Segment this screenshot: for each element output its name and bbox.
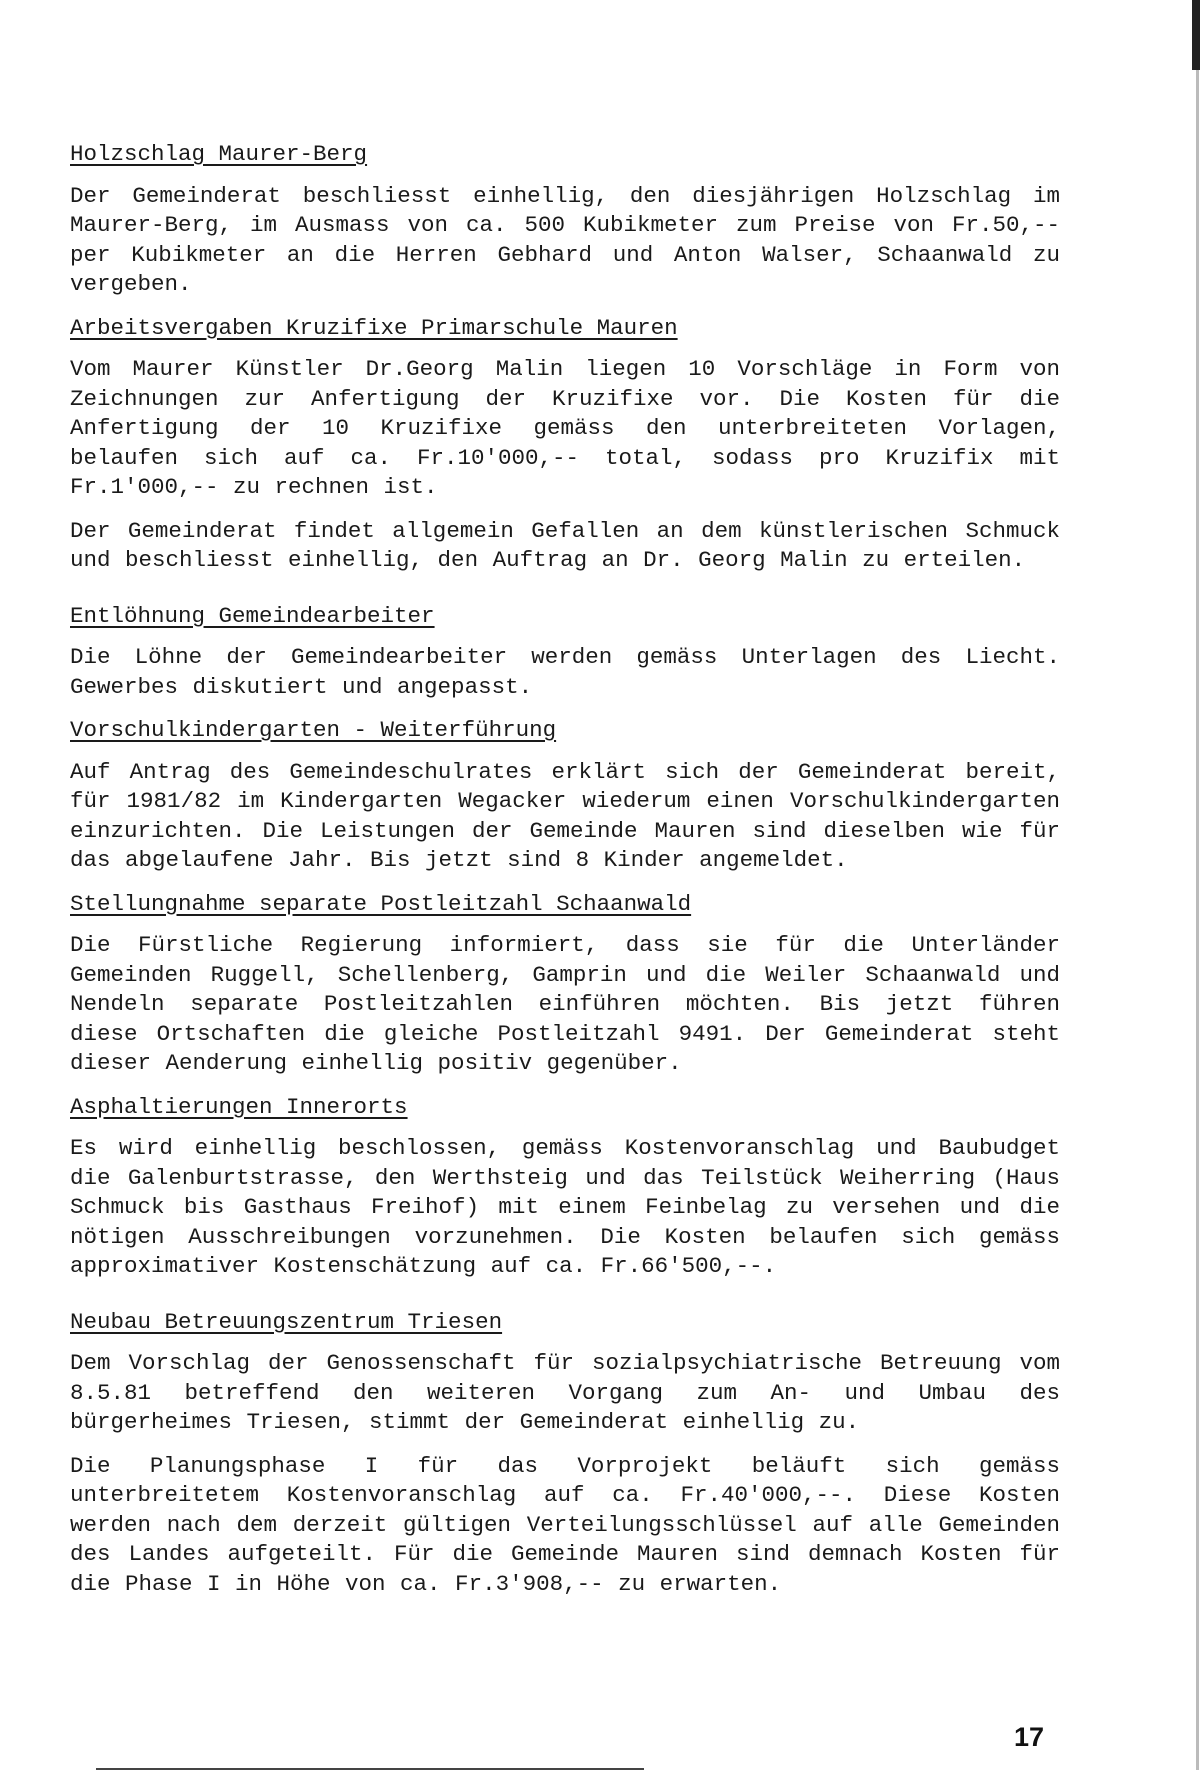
- section-paragraph: Die Fürstliche Regierung informiert, dass sie für die Unterländer Gemeinden Ruggell, Schellenberg, Gamprin und die Weiler Schaanwald und Nendeln separate Postleitzahlen einführen möchten. Bis jetzt führen diese Ortschaften die gleiche Postleitzahl 9491. Der Gemeinderat steht dieser Aenderung einhellig positiv gegenüber.: [70, 932, 1060, 1076]
- section-heading: Vorschulkindergarten - Weiterführung: [70, 717, 557, 743]
- section-paragraph: Der Gemeinderat findet allgemein Gefallen an dem künstlerischen Schmuck und beschliesst einhellig, den Auftrag an Dr. Georg Malin zu erteilen.: [70, 517, 1060, 573]
- section-vorschulkindergarten: [70, 716, 1060, 876]
- section-paragraph: Es wird einhellig beschlossen, gemäss Kostenvoranschlag und Baubudget die Galenburtstrasse, den Werthsteig und das Teilstück Weiherring (Haus Schmuck bis Gasthaus Freihof) mit einem Feinbelag zu versehen und die nötigen Ausschreibungen vorzunehmen. Die Kosten belaufen sich gemäss approximativer Kostenschätzung auf ca. Fr.66'500,--.: [70, 1135, 1060, 1279]
- section-paragraph: Dem Vorschlag der Genossenschaft für sozialpsychiatrische Betreuung vom 8.5.81 betreffend den weiteren Vorgang zum An- und Umbau des bürgerheimes Triesen, stimmt der Gemeinderat einhellig zu.: [70, 1350, 1060, 1435]
- document-body: [70, 140, 1060, 1613]
- section-paragraph: Die Löhne der Gemeindearbeiter werden gemäss Unterlagen des Liecht. Gewerbes diskutiert und angepasst.: [70, 644, 1060, 700]
- section-paragraph: Auf Antrag des Gemeindeschulrates erklärt sich der Gemeinderat bereit, für 1981/82 im Kindergarten Wegacker wiederum einen Vorschulkindergarten einzurichten. Die Leistungen der Gemeinde Mauren sind dieselben wie für das abgelaufene Jahr. Bis jetzt sind 8 Kinder angemeldet.: [70, 758, 1060, 873]
- scan-edge-line: [1196, 70, 1199, 1770]
- section-heading: Arbeitsvergaben Kruzifixe Primarschule Mauren: [70, 314, 678, 341]
- section-heading: Holzschlag Maurer-Berg: [70, 141, 368, 167]
- section-entloehnung: [70, 602, 1060, 703]
- section-asphaltierungen: [70, 1093, 1060, 1282]
- section-kruzifixe: [70, 314, 1060, 576]
- section-paragraph: Die Planungsphase I für das Vorprojekt beläuft sich gemäss unterbreitetem Kostenvoranschlag auf ca. Fr.40'000,--. Diese Kosten werden nach dem derzeit gültigen Verteilungsschlüssel auf alle Gemeinden des Landes aufgeteilt. Für die Gemeinde Mauren sind demnach Kosten für die Phase I in Höhe von ca. Fr.3'908,-- zu erwarten.: [70, 1452, 1060, 1597]
- section-heading: Neubau Betreuungszentrum Triesen: [70, 1308, 503, 1335]
- section-holzschlag: [70, 140, 1060, 300]
- section-betreuungszentrum: [70, 1308, 1060, 1600]
- page-number: 17: [1014, 1722, 1045, 1752]
- section-heading: Entlöhnung Gemeindearbeiter: [70, 602, 435, 629]
- section-paragraph: Der Gemeinderat beschliesst einhellig, den diesjährigen Holzschlag im Maurer-Berg, im Ausmass von ca. 500 Kubikmeter zum Preise von Fr.50,-- per Kubikmeter an die Herren Gebhard und Anton Walser, Schaanwald zu vergeben.: [70, 182, 1060, 297]
- section-heading: Asphaltierungen Innerorts: [70, 1093, 408, 1120]
- section-paragraph: Vom Maurer Künstler Dr.Georg Malin liegen 10 Vorschläge in Form von Zeichnungen zur Anfertigung der Kruzifixe vor. Die Kosten für die Anfertigung der 10 Kruzifixe gemäss den unterbreiteten Vorlagen, belaufen sich auf ca. Fr.10'000,-- total, sodass pro Kruzifix mit Fr.1'000,-- zu rechnen ist.: [70, 356, 1060, 500]
- footer-rule: [96, 1768, 644, 1770]
- section-postleitzahl: [70, 890, 1060, 1079]
- scan-edge-mark: [1192, 0, 1200, 70]
- section-heading: Stellungnahme separate Postleitzahl Schaanwald: [70, 890, 692, 917]
